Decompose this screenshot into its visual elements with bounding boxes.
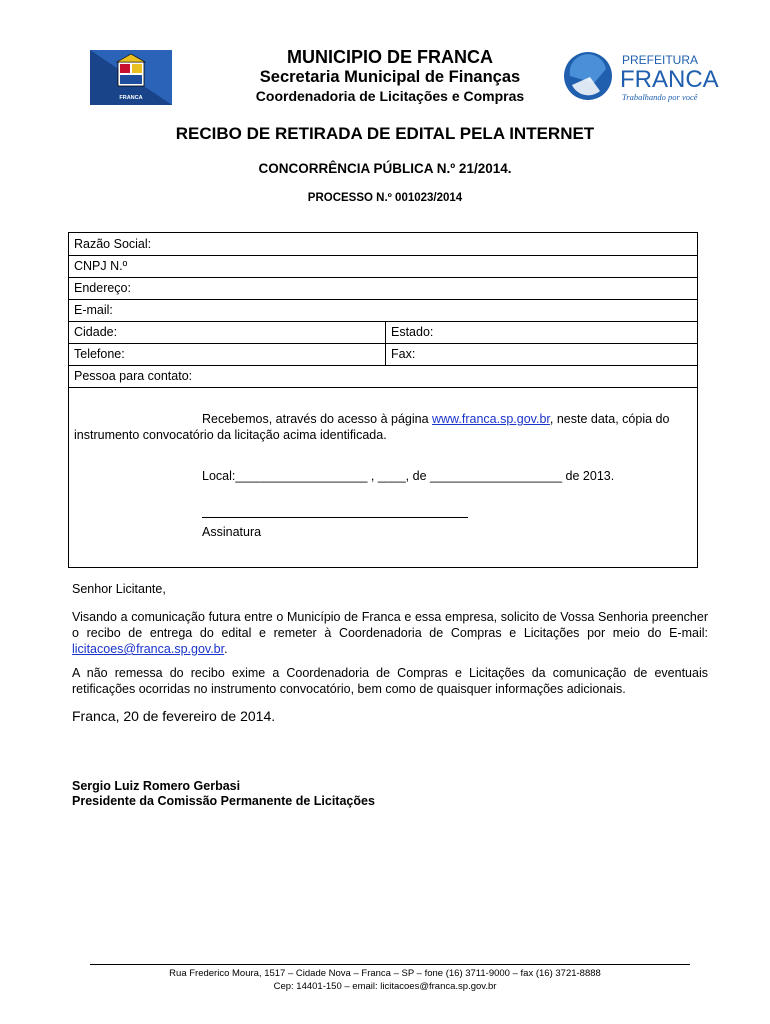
- column-divider: [385, 321, 386, 343]
- flag-text: FRANCA: [119, 95, 143, 101]
- paragraph-notice: A não remessa do recibo exime a Coordenadoria de Compras e Licitações da comunicação de eventuais retificações ocorridas no instrumento convocatório, bem como de quaisquer informações adicionais.: [72, 666, 708, 696]
- header-secretaria: Secretaria Municipal de Finanças: [259, 68, 521, 86]
- cidade-label: Cidade:: [74, 325, 118, 339]
- document-date: Franca, 20 de fevereiro de 2014.: [72, 708, 276, 724]
- email-label: E-mail:: [74, 303, 113, 317]
- logo-line2: FRANCA: [620, 66, 719, 93]
- website-link[interactable]: www.franca.sp.gov.br: [432, 412, 550, 426]
- prefeitura-franca-logo: [560, 49, 720, 103]
- receipt-text-post: , neste data, cópia do instrumento convocatório da licitação acima identificada.: [74, 412, 670, 442]
- estado-label: Estado:: [391, 325, 434, 339]
- form-row-contato[interactable]: [69, 365, 697, 388]
- form-row-endereco[interactable]: [69, 277, 697, 300]
- footer-address: Rua Frederico Moura, 1517 – Cidade Nova – Franca – SP – fone (16) 3711-9000 – fax (16) 3721-8888: [169, 968, 601, 979]
- pessoa-contato-label: Pessoa para contato:: [74, 369, 193, 383]
- logo-line1: PREFEITURA: [622, 53, 699, 67]
- form-row-cnpj[interactable]: [69, 255, 697, 278]
- cnpj-label: CNPJ N.º: [74, 259, 128, 273]
- footer-contact: Cep: 14401-150 – email: licitacoes@franca.sp.gov.br: [273, 981, 497, 992]
- logo-tagline: Trabalhando por você: [622, 92, 698, 102]
- form-row-razao[interactable]: [69, 233, 697, 256]
- fax-label: Fax:: [391, 347, 416, 361]
- franca-flag-logo: [90, 50, 172, 105]
- para1-end: .: [224, 642, 228, 656]
- document-title: RECIBO DE RETIRADA DE EDITAL PELA INTERNET: [175, 124, 595, 143]
- header-coordenadoria: Coordenadoria de Licitações e Compras: [255, 88, 525, 104]
- signer-name: Sergio Luiz Romero Gerbasi: [72, 779, 241, 793]
- paragraph-instructions: [72, 609, 708, 657]
- signer-role: Presidente da Comissão Permanente de Licitações: [72, 794, 375, 808]
- razao-social-label: Razão Social:: [74, 237, 152, 251]
- local-date-line: Local:___________________ , ____, de ___________________ de 2013.: [202, 469, 615, 483]
- receipt-statement: [74, 411, 692, 443]
- footer-divider: [90, 964, 690, 965]
- header-municipio: MUNICIPIO DE FRANCA: [287, 47, 493, 67]
- form-row-email[interactable]: [69, 299, 697, 322]
- greeting: Senhor Licitante,: [72, 582, 166, 596]
- receipt-text-pre: Recebemos, através do acesso à página: [202, 412, 432, 426]
- form-row-cidade-estado: [69, 321, 697, 344]
- para1-text: Visando a comunicação futura entre o Município de Franca e essa empresa, solicito de Vossa Senhoria preencher o recibo de entrega do edital e remeter à Coordenadoria de Compras e Licitações por meio do E-mail:: [72, 610, 708, 640]
- concorrencia-number: CONCORRÊNCIA PÚBLICA N.º 21/2014.: [258, 161, 512, 176]
- assinatura-label: Assinatura: [202, 525, 262, 539]
- telefone-label: Telefone:: [74, 347, 125, 361]
- endereco-label: Endereço:: [74, 281, 131, 295]
- signature-line: [202, 517, 468, 518]
- processo-number: PROCESSO N.º 001023/2014: [307, 192, 463, 204]
- receipt-form: [68, 232, 698, 568]
- form-row-telefone-fax: [69, 343, 697, 366]
- email-link[interactable]: licitacoes@franca.sp.gov.br: [72, 642, 225, 656]
- column-divider: [385, 343, 386, 365]
